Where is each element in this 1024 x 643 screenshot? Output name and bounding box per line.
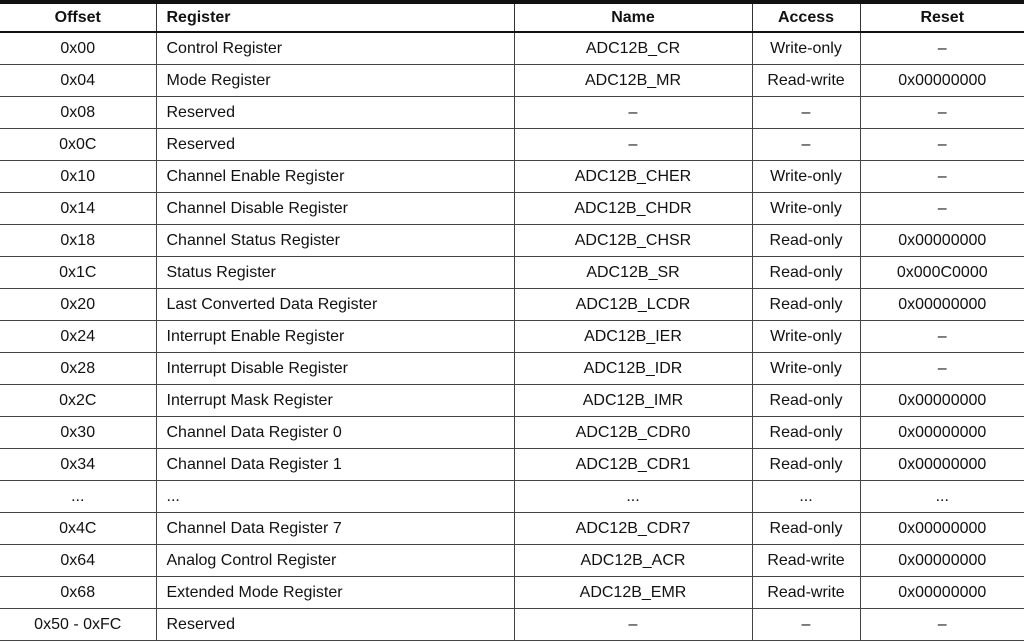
register-table xyxy=(0,4,1024,641)
cell-access: Read-write xyxy=(752,577,860,609)
cell-offset: 0x64 xyxy=(0,545,156,577)
cell-name: ADC12B_ACR xyxy=(514,545,752,577)
cell-name: ADC12B_EMR xyxy=(514,577,752,609)
cell-name: ADC12B_CHER xyxy=(514,161,752,193)
cell-offset: 0x50 - 0xFC xyxy=(0,609,156,641)
cell-offset: 0x24 xyxy=(0,321,156,353)
cell-access: Read-only xyxy=(752,225,860,257)
table-row xyxy=(0,225,1024,257)
cell-register: Control Register xyxy=(156,32,514,65)
header-access: Access xyxy=(752,4,860,32)
cell-offset: 0x04 xyxy=(0,65,156,97)
cell-access: Write-only xyxy=(752,32,860,65)
cell-offset: 0x14 xyxy=(0,193,156,225)
cell-reset: 0x000C0000 xyxy=(860,257,1024,289)
cell-register: Interrupt Mask Register xyxy=(156,385,514,417)
cell-name: ADC12B_IMR xyxy=(514,385,752,417)
cell-name: ADC12B_CDR1 xyxy=(514,449,752,481)
table-row xyxy=(0,385,1024,417)
cell-reset: – xyxy=(860,353,1024,385)
table-row xyxy=(0,449,1024,481)
cell-reset: – xyxy=(860,97,1024,129)
table-row xyxy=(0,129,1024,161)
cell-name: – xyxy=(514,129,752,161)
cell-access: – xyxy=(752,97,860,129)
table-row xyxy=(0,257,1024,289)
table-row xyxy=(0,65,1024,97)
cell-register: Mode Register xyxy=(156,65,514,97)
cell-register: Channel Disable Register xyxy=(156,193,514,225)
cell-offset: 0x28 xyxy=(0,353,156,385)
cell-access: – xyxy=(752,609,860,641)
cell-name: ADC12B_MR xyxy=(514,65,752,97)
cell-register: Last Converted Data Register xyxy=(156,289,514,321)
cell-access: Read-only xyxy=(752,385,860,417)
cell-name: ADC12B_LCDR xyxy=(514,289,752,321)
header-name: Name xyxy=(514,4,752,32)
cell-offset: 0x00 xyxy=(0,32,156,65)
header-offset: Offset xyxy=(0,4,156,32)
cell-register: Interrupt Enable Register xyxy=(156,321,514,353)
cell-reset: – xyxy=(860,32,1024,65)
table-row xyxy=(0,417,1024,449)
cell-register: Channel Data Register 1 xyxy=(156,449,514,481)
cell-register: Channel Data Register 0 xyxy=(156,417,514,449)
table-body xyxy=(0,32,1024,641)
cell-register: ... xyxy=(156,481,514,513)
cell-access: Write-only xyxy=(752,161,860,193)
cell-offset: 0x2C xyxy=(0,385,156,417)
cell-name: ADC12B_CHSR xyxy=(514,225,752,257)
cell-name: ADC12B_IDR xyxy=(514,353,752,385)
cell-access: Read-only xyxy=(752,257,860,289)
cell-access: ... xyxy=(752,481,860,513)
cell-name: – xyxy=(514,609,752,641)
cell-reset: 0x00000000 xyxy=(860,225,1024,257)
cell-register: Analog Control Register xyxy=(156,545,514,577)
cell-reset: ... xyxy=(860,481,1024,513)
cell-offset: 0x08 xyxy=(0,97,156,129)
cell-offset: 0x30 xyxy=(0,417,156,449)
cell-access: Read-write xyxy=(752,545,860,577)
table-row xyxy=(0,545,1024,577)
cell-access: Read-write xyxy=(752,65,860,97)
table-header xyxy=(0,4,1024,32)
cell-name: ADC12B_SR xyxy=(514,257,752,289)
cell-offset: 0x0C xyxy=(0,129,156,161)
cell-reset: – xyxy=(860,161,1024,193)
cell-register: Reserved xyxy=(156,97,514,129)
cell-reset: – xyxy=(860,321,1024,353)
cell-access: Read-only xyxy=(752,417,860,449)
cell-name: ADC12B_IER xyxy=(514,321,752,353)
table-row xyxy=(0,353,1024,385)
cell-reset: 0x00000000 xyxy=(860,449,1024,481)
table-row xyxy=(0,97,1024,129)
cell-name: ADC12B_CDR7 xyxy=(514,513,752,545)
cell-reset: – xyxy=(860,129,1024,161)
table-row xyxy=(0,481,1024,513)
cell-offset: 0x1C xyxy=(0,257,156,289)
cell-reset: – xyxy=(860,193,1024,225)
cell-register: Reserved xyxy=(156,129,514,161)
header-reset: Reset xyxy=(860,4,1024,32)
cell-name: ADC12B_CHDR xyxy=(514,193,752,225)
cell-name: – xyxy=(514,97,752,129)
cell-offset: 0x18 xyxy=(0,225,156,257)
cell-access: Write-only xyxy=(752,193,860,225)
cell-access: Read-only xyxy=(752,449,860,481)
cell-name: ... xyxy=(514,481,752,513)
cell-name: ADC12B_CDR0 xyxy=(514,417,752,449)
cell-offset: 0x34 xyxy=(0,449,156,481)
cell-register: Interrupt Disable Register xyxy=(156,353,514,385)
table-row xyxy=(0,609,1024,641)
table-row xyxy=(0,161,1024,193)
table-row xyxy=(0,32,1024,65)
cell-register: Reserved xyxy=(156,609,514,641)
table-row xyxy=(0,289,1024,321)
cell-reset: 0x00000000 xyxy=(860,513,1024,545)
cell-access: Write-only xyxy=(752,353,860,385)
table-row xyxy=(0,513,1024,545)
cell-access: Write-only xyxy=(752,321,860,353)
table-row xyxy=(0,321,1024,353)
cell-access: – xyxy=(752,129,860,161)
cell-reset: 0x00000000 xyxy=(860,385,1024,417)
cell-offset: 0x10 xyxy=(0,161,156,193)
header-register: Register xyxy=(156,4,514,32)
header-row xyxy=(0,4,1024,32)
cell-offset: ... xyxy=(0,481,156,513)
cell-reset: – xyxy=(860,609,1024,641)
cell-access: Read-only xyxy=(752,289,860,321)
cell-register: Channel Data Register 7 xyxy=(156,513,514,545)
cell-register: Extended Mode Register xyxy=(156,577,514,609)
cell-offset: 0x20 xyxy=(0,289,156,321)
cell-register: Channel Enable Register xyxy=(156,161,514,193)
cell-register: Status Register xyxy=(156,257,514,289)
cell-access: Read-only xyxy=(752,513,860,545)
table-row xyxy=(0,577,1024,609)
cell-reset: 0x00000000 xyxy=(860,65,1024,97)
cell-reset: 0x00000000 xyxy=(860,289,1024,321)
cell-register: Channel Status Register xyxy=(156,225,514,257)
cell-name: ADC12B_CR xyxy=(514,32,752,65)
cell-reset: 0x00000000 xyxy=(860,545,1024,577)
cell-reset: 0x00000000 xyxy=(860,417,1024,449)
table-row xyxy=(0,193,1024,225)
cell-offset: 0x68 xyxy=(0,577,156,609)
cell-offset: 0x4C xyxy=(0,513,156,545)
cell-reset: 0x00000000 xyxy=(860,577,1024,609)
